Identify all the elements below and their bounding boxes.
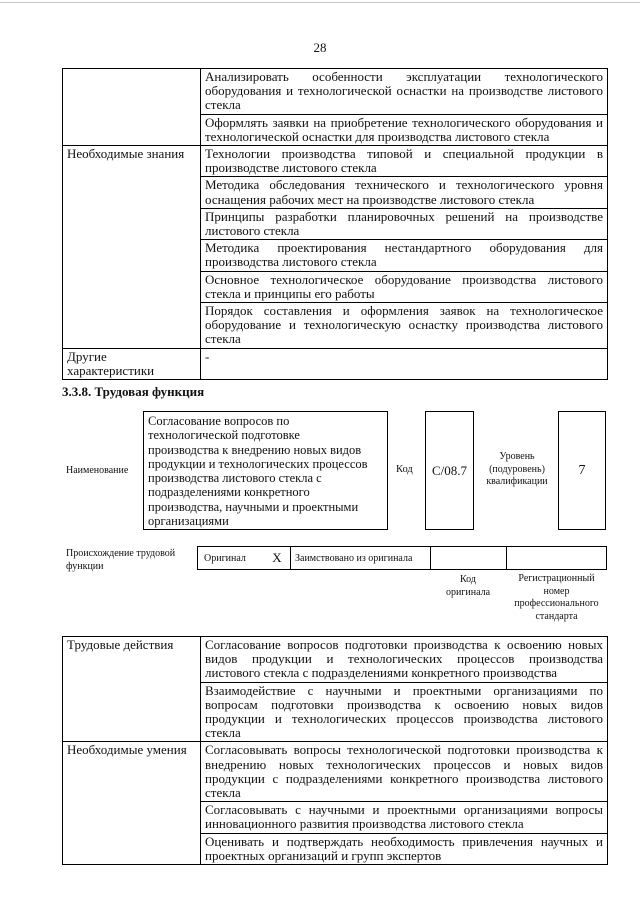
level-label-line: Уровень (499, 451, 535, 462)
table-cell-item: Согласование вопросов подготовки производства к освоению новых видов продукции и технологических процессов производства листового стекла с подразделениями конкретного производства (201, 637, 608, 683)
function-code-box (425, 411, 474, 530)
function-name-line: Согласование вопросов по (148, 414, 290, 428)
qualification-level: 7 (578, 462, 586, 478)
origin-label-line: функции (66, 560, 104, 572)
origin-original-cell: Оригинал (204, 552, 246, 564)
origin-label (66, 548, 175, 573)
origin-borrowed-cell: Заимствовано из оригинала (291, 547, 431, 569)
reg-number-line: номер (543, 585, 570, 597)
reg-number-line: Регистрационный (518, 573, 595, 584)
row-label-empty (63, 69, 201, 146)
section-heading: 3.3.8. Трудовая функция (62, 384, 205, 399)
level-label-line: (подуровень) (489, 463, 545, 475)
scan-edge-line (0, 2, 640, 3)
function-name-box (143, 411, 388, 530)
function-name-line: технологической подготовке (148, 428, 300, 443)
table-cell-item: Методика проектирования нестандартного оборудования для производства листового стекла (201, 240, 608, 271)
name-label: Наименование (66, 465, 129, 476)
reg-number-label (506, 573, 607, 623)
origin-reg-number-cell (507, 547, 606, 569)
code-label: Код (396, 464, 413, 475)
origin-row (197, 546, 607, 570)
table-cell-item: - (201, 348, 608, 379)
reg-number-line: стандарта (535, 610, 578, 622)
function-name-line: производства листового стекла с (148, 471, 322, 486)
table-cell-item: Анализировать особенности эксплуатации технологического оборудования и технологической оснастки на производстве листового стекла (201, 69, 608, 115)
function-name-line: производства, научными и проектными (148, 499, 359, 514)
row-label-other-characteristics: Другие характеристики (63, 348, 201, 379)
table-cell-item: Согласовывать с научными и проектными организациями вопросы инновационного развития производства листового стекла (201, 802, 608, 833)
page-number: 28 (313, 40, 327, 55)
table-cell-item: Согласовывать вопросы технологической подготовки производства к внедрению новых технологических процессов и новых видов продукции с подразделениями конкретного производства листового стекла (201, 742, 608, 802)
function-code: С/08.7 (431, 462, 468, 478)
qualification-level-label (476, 451, 558, 489)
function-name-line: организациями (148, 514, 229, 529)
origin-mark: X (264, 547, 291, 569)
row-label-required-knowledge: Необходимые знания (63, 146, 201, 349)
table-cell-item: Оценивать и подтверждать необходимость привлечения научных и проектных организаций и групп экспертов (201, 833, 608, 864)
table-cell-item: Технологии производства типовой и специальной продукции в производстве листового стекла (201, 146, 608, 177)
origin-label-line: Происхождение трудовой (66, 548, 176, 559)
row-label-labor-actions: Трудовые действия (63, 637, 201, 742)
reg-number-line: профессионального (514, 598, 599, 609)
code-original-line: оригинала (445, 586, 491, 598)
table-cell-item: Методика обследования технического и технологического уровня оснащения рабочих мест на производстве листового стекла (201, 177, 608, 208)
code-original-label (430, 574, 506, 599)
qualification-level-box (558, 411, 606, 530)
requirements-table-continued (62, 68, 608, 380)
function-name-line: производства к внедрению новых видов (148, 442, 362, 457)
row-label-required-skills: Необходимые умения (63, 742, 201, 865)
table-cell-item: Принципы разработки планировочных решений на производстве листового стекла (201, 208, 608, 239)
table-cell-item: Основное технологическое оборудование производства листового стекла и принципы его работы (201, 271, 608, 302)
level-label-line: квалификации (486, 476, 548, 487)
origin-code-cell (431, 547, 507, 569)
table-cell-item: Оформлять заявки на приобретение технологического оборудования и технологической оснастки для производства листового стекла (201, 114, 608, 145)
function-name-line: продукции и технологических процессов (148, 456, 368, 471)
function-name-line: подразделениями конкретного (148, 485, 310, 500)
labor-function-table (62, 636, 608, 865)
code-original-line: Код (460, 574, 476, 585)
table-cell-item: Взаимодействие с научными и проектными организациями по вопросам подготовки производства к освоению новых видов продукции и технологических процессов производства листового стекла (201, 682, 608, 742)
table-cell-item: Порядок составления и оформления заявок на технологическое оборудование и технологическую оснастку производства листового стекла (201, 303, 608, 349)
